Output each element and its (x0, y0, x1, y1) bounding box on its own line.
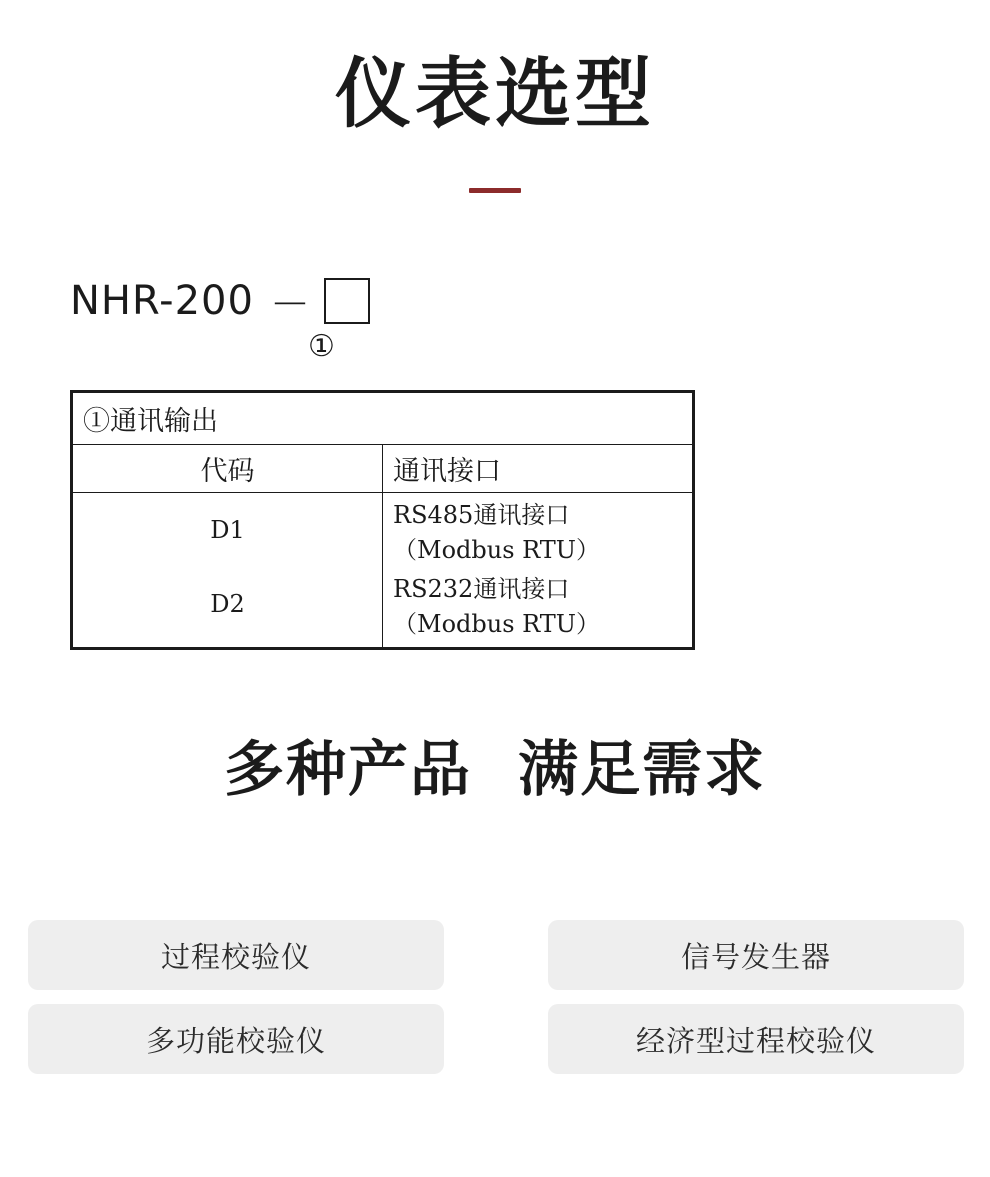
column-header-interface: 通讯接口 (383, 445, 694, 493)
comm-output-table (70, 390, 695, 650)
model-code-line (70, 272, 710, 330)
cell-desc: RS485通讯接口（Modbus RTU） (393, 501, 601, 564)
product-item-multifunction-calibrator[interactable]: 多功能校验仪 (28, 1004, 444, 1074)
model-code-option-box (324, 278, 370, 324)
model-code-block (70, 272, 710, 362)
table-header-row (72, 392, 694, 445)
product-list (28, 920, 964, 1074)
product-item-process-calibrator[interactable]: 过程校验仪 (28, 920, 444, 990)
section-heading (0, 735, 990, 805)
product-item-economy-process-calibrator[interactable]: 经济型过程校验仪 (548, 1004, 964, 1074)
title-divider (469, 188, 521, 193)
model-code-dash: － (269, 281, 310, 328)
section-heading-right: 满足需求 (518, 735, 766, 805)
model-code-text: NHR-200 (70, 278, 254, 324)
column-header-code: 代码 (72, 445, 383, 493)
table-column-row (72, 445, 694, 493)
cell-code: D2 (72, 567, 383, 649)
table-row (72, 493, 694, 568)
model-code-marker: ① (308, 329, 335, 364)
page-title: 仪表选型 (335, 49, 655, 138)
product-item-signal-generator[interactable]: 信号发生器 (548, 920, 964, 990)
cell-desc: RS232通讯接口（Modbus RTU） (393, 575, 601, 638)
table-row (72, 567, 694, 649)
section-heading-left: 多种产品 (224, 735, 472, 805)
table-title-cell: ①通讯输出 (72, 392, 694, 445)
cell-code: D1 (72, 493, 383, 568)
